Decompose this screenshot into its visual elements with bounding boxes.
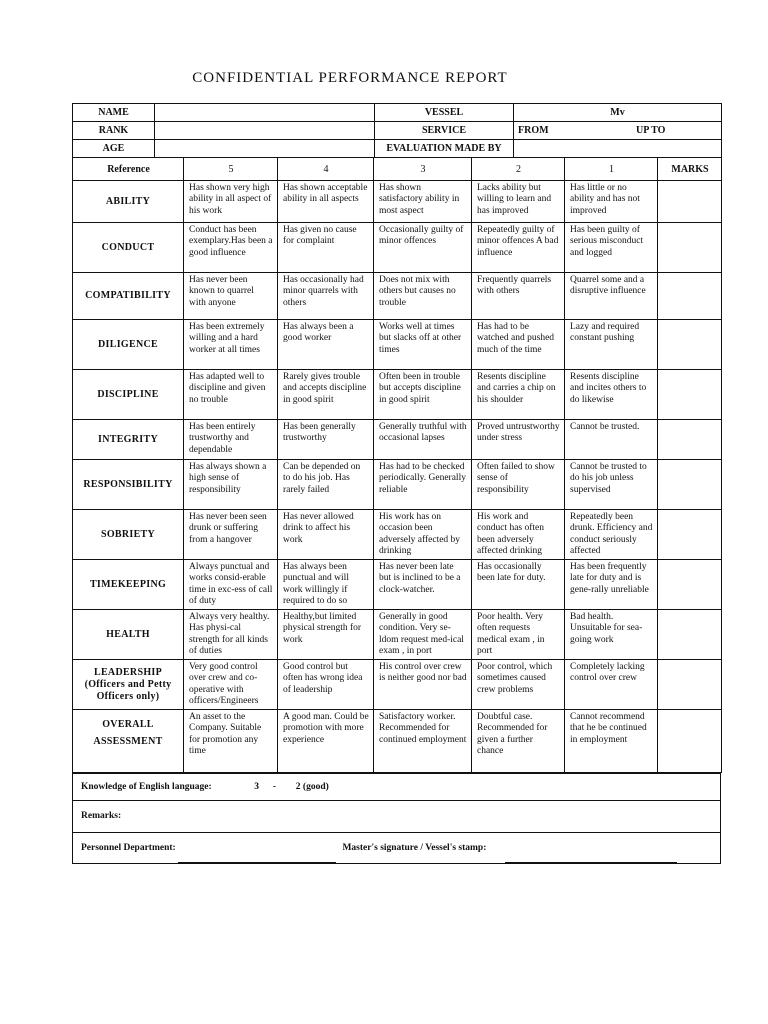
rating-cell-4[interactable]: Has given no cause for complaint [278, 223, 374, 273]
rating-cell-3[interactable]: Has shown satisfactory ability in most aspect [374, 181, 472, 223]
rating-cell-5[interactable]: Always punctual and works consid-erable time in exc-ess of call of duty [184, 560, 278, 610]
criterion-label: TIMEKEEPING [73, 560, 184, 610]
marks-cell[interactable] [658, 510, 722, 560]
rating-cell-1[interactable]: Has been frequently late for duty and is gene-rally unreliable [565, 560, 658, 610]
service-label: SERVICE [375, 122, 514, 140]
rating-cell-5[interactable]: Has never been known to quarrel with anyone [184, 273, 278, 320]
rating-cell-3[interactable]: His control over crew is neither good nor bad [374, 660, 472, 710]
criterion-row-ability [73, 181, 722, 223]
evaluation-field[interactable] [514, 140, 722, 158]
rating-cell-3[interactable]: Does not mix with others but causes no trouble [374, 273, 472, 320]
rating-cell-4[interactable]: Has never allowed drink to affect his work [278, 510, 374, 560]
rating-cell-1[interactable]: Bad health. Unsuitable for sea-going work [565, 610, 658, 660]
criterion-row-leadership [73, 660, 722, 710]
marks-cell[interactable] [658, 460, 722, 510]
name-label: NAME [73, 104, 155, 122]
marks-cell[interactable] [658, 660, 722, 710]
rating-cell-3[interactable]: Generally in good condition. Very se-ldom request med-ical exam , in port [374, 610, 472, 660]
rating-cell-5[interactable]: Has been extremely willing and a hard worker at all times [184, 320, 278, 370]
signature-row [72, 832, 721, 864]
service-period-field[interactable] [514, 122, 722, 140]
name-field[interactable] [155, 104, 375, 122]
rating-cell-5[interactable]: Has adapted well to discipline and given no trouble [184, 370, 278, 420]
personnel-label: Personnel Department: [81, 843, 176, 853]
score-header-3: 3 [374, 158, 472, 181]
rating-cell-3[interactable]: Works well at times but slacks off at other times [374, 320, 472, 370]
header-row-age [73, 140, 722, 158]
rating-cell-5[interactable]: Very good control over crew and co-operative with officers/Engineers [184, 660, 278, 710]
rating-cell-2[interactable]: Resents discipline and carries a chip on his shoulder [472, 370, 565, 420]
rating-cell-2[interactable]: Has occasionally been late for duty. [472, 560, 565, 610]
criterion-label: LEADERSHIP (Officers and Petty Officers only) [73, 660, 184, 710]
criterion-label: SOBRIETY [73, 510, 184, 560]
age-field[interactable] [155, 140, 375, 158]
rating-cell-2[interactable]: Poor control, which sometimes caused crew problems [472, 660, 565, 710]
rating-cell-3[interactable]: His work has on occasion been adversely affected by drinking [374, 510, 472, 560]
criterion-label: ABILITY [73, 181, 184, 223]
upto-label: UP TO [636, 125, 666, 136]
marks-cell[interactable] [658, 320, 722, 370]
marks-cell[interactable] [658, 710, 722, 773]
criterion-row-timekeeping [73, 560, 722, 610]
rating-cell-5[interactable]: Has always shown a high sense of responsibility [184, 460, 278, 510]
rating-grid [72, 157, 722, 773]
rating-cell-3[interactable]: Generally truthful with occasional lapses [374, 420, 472, 460]
criterion-row-sobriety [73, 510, 722, 560]
evaluation-label: EVALUATION MADE BY [375, 140, 514, 158]
criterion-label: DILIGENCE [73, 320, 184, 370]
rating-cell-4[interactable]: A good man. Could be promotion with more experience [278, 710, 374, 773]
score-header-1: 1 [565, 158, 658, 181]
rating-cell-1[interactable]: Lazy and required constant pushing [565, 320, 658, 370]
header-row-name [73, 104, 722, 122]
age-label: AGE [73, 140, 155, 158]
marks-cell[interactable] [658, 610, 722, 660]
rating-cell-3[interactable]: Occasionally guilty of minor offences [374, 223, 472, 273]
master-signature-line[interactable] [505, 844, 677, 863]
rating-cell-2[interactable]: Repeatedly guilty of minor offences A bad influence [472, 223, 565, 273]
rating-cell-2[interactable]: Often failed to show sense of responsibility [472, 460, 565, 510]
rating-cell-2[interactable]: Lacks ability but willing to learn and has improved [472, 181, 565, 223]
rating-cell-2[interactable]: Poor health. Very often requests medical exam , in port [472, 610, 565, 660]
rating-cell-5[interactable]: Conduct has been exemplary.Has been a good influence [184, 223, 278, 273]
rating-cell-4[interactable]: Has always been a good worker [278, 320, 374, 370]
rating-cell-1[interactable]: Quarrel some and a disruptive influence [565, 273, 658, 320]
criterion-row-overall [73, 710, 722, 773]
rating-cell-1[interactable]: Cannot be trusted to do his job unless supervised [565, 460, 658, 510]
rating-cell-2[interactable]: Proved untrustworthy under stress [472, 420, 565, 460]
criterion-label: COMPATIBILITY [73, 273, 184, 320]
rank-field[interactable] [155, 122, 375, 140]
rating-cell-3[interactable]: Satisfactory worker. Recommended for continued employment [374, 710, 472, 773]
criterion-row-discipline [73, 370, 722, 420]
score-header-5: 5 [184, 158, 278, 181]
rating-cell-1[interactable]: Cannot recommend that he be continued in employment [565, 710, 658, 773]
rating-cell-4[interactable]: Rarely gives trouble and accepts discipline in good spirit [278, 370, 374, 420]
criterion-row-integrity [73, 420, 722, 460]
rating-cell-5[interactable]: Always very healthy. Has physi-cal strength for all kinds of duties [184, 610, 278, 660]
rating-cell-1[interactable]: Has little or no ability and has not improved [565, 181, 658, 223]
master-label: Master's signature / Vessel's stamp: [342, 843, 487, 853]
header-table [72, 103, 722, 158]
criterion-label: OVERALL ASSESSMENT [73, 710, 184, 773]
rank-label: RANK [73, 122, 155, 140]
marks-cell[interactable] [658, 273, 722, 320]
rating-cell-2[interactable]: Frequently quarrels with others [472, 273, 565, 320]
vessel-field[interactable]: Mv [514, 104, 722, 122]
criterion-label: CONDUCT [73, 223, 184, 273]
criterion-label: RESPONSIBILITY [73, 460, 184, 510]
marks-cell[interactable] [658, 181, 722, 223]
rating-cell-4[interactable]: Has shown acceptable ability in all aspects [278, 181, 374, 223]
vessel-label: VESSEL [375, 104, 514, 122]
rating-cell-1[interactable]: Has been guilty of serious misconduct and logged [565, 223, 658, 273]
remarks-row[interactable] [72, 800, 721, 833]
remarks-label: Remarks: [81, 811, 122, 821]
rating-cell-1[interactable]: Completely lacking control over crew [565, 660, 658, 710]
rating-cell-2[interactable]: His work and conduct has often been adversely affected drinking [472, 510, 565, 560]
header-row-rank [73, 122, 722, 140]
criterion-row-diligence [73, 320, 722, 370]
rating-cell-3[interactable]: Has never been late but is inclined to be a clock-watcher. [374, 560, 472, 610]
reference-header: Reference [73, 158, 184, 181]
criterion-label: HEALTH [73, 610, 184, 660]
rating-cell-4[interactable]: Healthy,but limited physical strength for work [278, 610, 374, 660]
criterion-label: INTEGRITY [73, 420, 184, 460]
rating-cell-4[interactable]: Has been generally trustworthy [278, 420, 374, 460]
english-level-3[interactable]: 3 [254, 782, 260, 792]
personnel-signature-line[interactable] [178, 844, 336, 863]
rating-cell-4[interactable]: Good control but often has wrong idea of leadership [278, 660, 374, 710]
english-label: Knowledge of English language: [81, 782, 212, 792]
rating-cell-5[interactable]: Has shown very high ability in all aspect of his work [184, 181, 278, 223]
marks-cell[interactable] [658, 223, 722, 273]
grid-header-row [73, 158, 722, 181]
marks-cell[interactable] [658, 420, 722, 460]
rating-cell-3[interactable]: Has had to be checked periodically. Generally reliable [374, 460, 472, 510]
rating-cell-5[interactable]: An asset to the Company. Suitable for promotion any time [184, 710, 278, 773]
score-header-4: 4 [278, 158, 374, 181]
rating-cell-5[interactable]: Has never been seen drunk or suffering from a hangover [184, 510, 278, 560]
english-level-good[interactable]: 2 (good) [295, 782, 329, 792]
marks-header: MARKS [658, 158, 722, 181]
criterion-label: DISCIPLINE [73, 370, 184, 420]
rating-cell-1[interactable]: Repeatedly been drunk. Efficiency and conduct seriously affected [565, 510, 658, 560]
marks-cell[interactable] [658, 560, 722, 610]
criterion-row-conduct [73, 223, 722, 273]
report-title: CONFIDENTIAL PERFORMANCE REPORT [192, 70, 508, 86]
rating-cell-4[interactable]: Can be depended on to do his job. Has rarely failed [278, 460, 374, 510]
english-knowledge-row [72, 773, 721, 801]
score-header-2: 2 [472, 158, 565, 181]
rating-cell-2[interactable]: Doubtful case. Recommended for given a further chance [472, 710, 565, 773]
criterion-row-health [73, 610, 722, 660]
rating-cell-5[interactable]: Has been entirely trustworthy and dependable [184, 420, 278, 460]
criterion-row-responsibility [73, 460, 722, 510]
rating-cell-4[interactable]: Has occasionally had minor quarrels with others [278, 273, 374, 320]
from-label: FROM [518, 125, 549, 136]
rating-cell-4[interactable]: Has always been punctual and will work willingly if required to do so [278, 560, 374, 610]
marks-cell[interactable] [658, 370, 722, 420]
rating-cell-3[interactable]: Often been in trouble but accepts discipline in good spirit [374, 370, 472, 420]
rating-cell-1[interactable]: Resents discipline and incites others to do likewise [565, 370, 658, 420]
rating-cell-2[interactable]: Has had to be watched and pushed much of the time [472, 320, 565, 370]
criterion-row-compatibility [73, 273, 722, 320]
english-dash: - [272, 782, 276, 792]
rating-cell-1[interactable]: Cannot be trusted. [565, 420, 658, 460]
